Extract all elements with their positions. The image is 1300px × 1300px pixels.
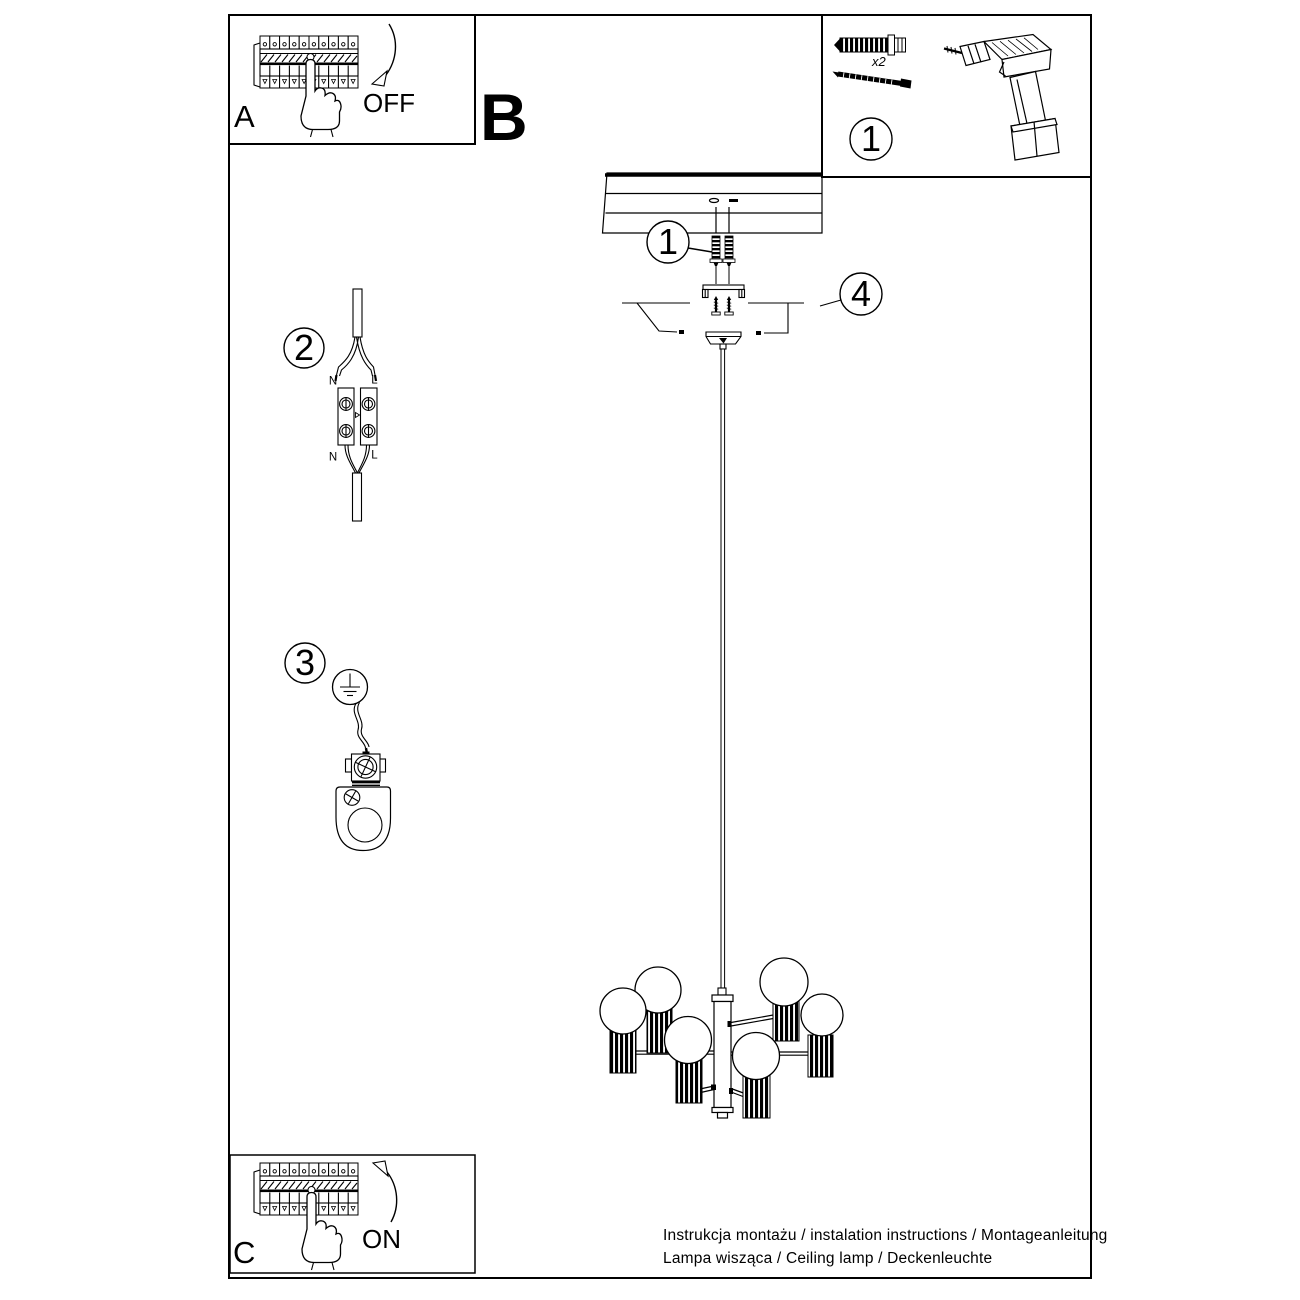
wire-neutral-label-top: N [328,375,338,388]
wall-plug-icon [723,236,735,266]
circuit-breaker-panel-icon [254,1163,358,1215]
footer-line-2: Lampa wisząca / Ceiling lamp / Deckenleuchte [663,1250,993,1267]
terminal-block-icon [336,289,378,521]
wire-live-label-top: L [371,374,378,387]
power-on-label: ON [362,1224,401,1254]
callout-tools-number: 1 [860,118,882,159]
mounting-bracket-icon [703,285,745,298]
callout-ground-number: 3 [294,642,316,683]
bracket-screw-leaders [622,300,841,335]
wall-plug-icon [710,236,722,266]
footer-line-1: Instrukcja montażu / instalation instructions / Montageanleitung [663,1227,1108,1244]
screw-icon [725,296,733,315]
callout-anchors-number: 1 [657,221,679,262]
step-c-label: C [233,1235,256,1270]
step-b-label: B [480,80,528,154]
wire-live-label-bottom: L [371,449,378,462]
center-column [711,995,733,1118]
power-off-label: OFF [363,88,415,118]
anchor-quantity-label: x2 [872,54,886,69]
step-a-label: A [234,99,255,134]
arrow-down-icon [372,24,395,86]
wall-plug-icon [834,35,906,55]
arrow-up-icon [373,1161,397,1222]
pendant-rod-icon [721,349,725,988]
drill-hole-mark [729,199,738,202]
wire-neutral-label-bottom: N [328,451,338,464]
ceiling-icon [603,173,823,233]
small-screw-icon [679,330,684,334]
canopy-icon [706,332,741,349]
callout-wiring-number: 2 [293,327,315,368]
callout-bracket-number: 4 [850,273,872,314]
ground-connection-icon [333,670,391,851]
small-screw-icon [756,331,761,335]
alignment-lines [716,266,729,284]
screw-icon [712,296,720,315]
